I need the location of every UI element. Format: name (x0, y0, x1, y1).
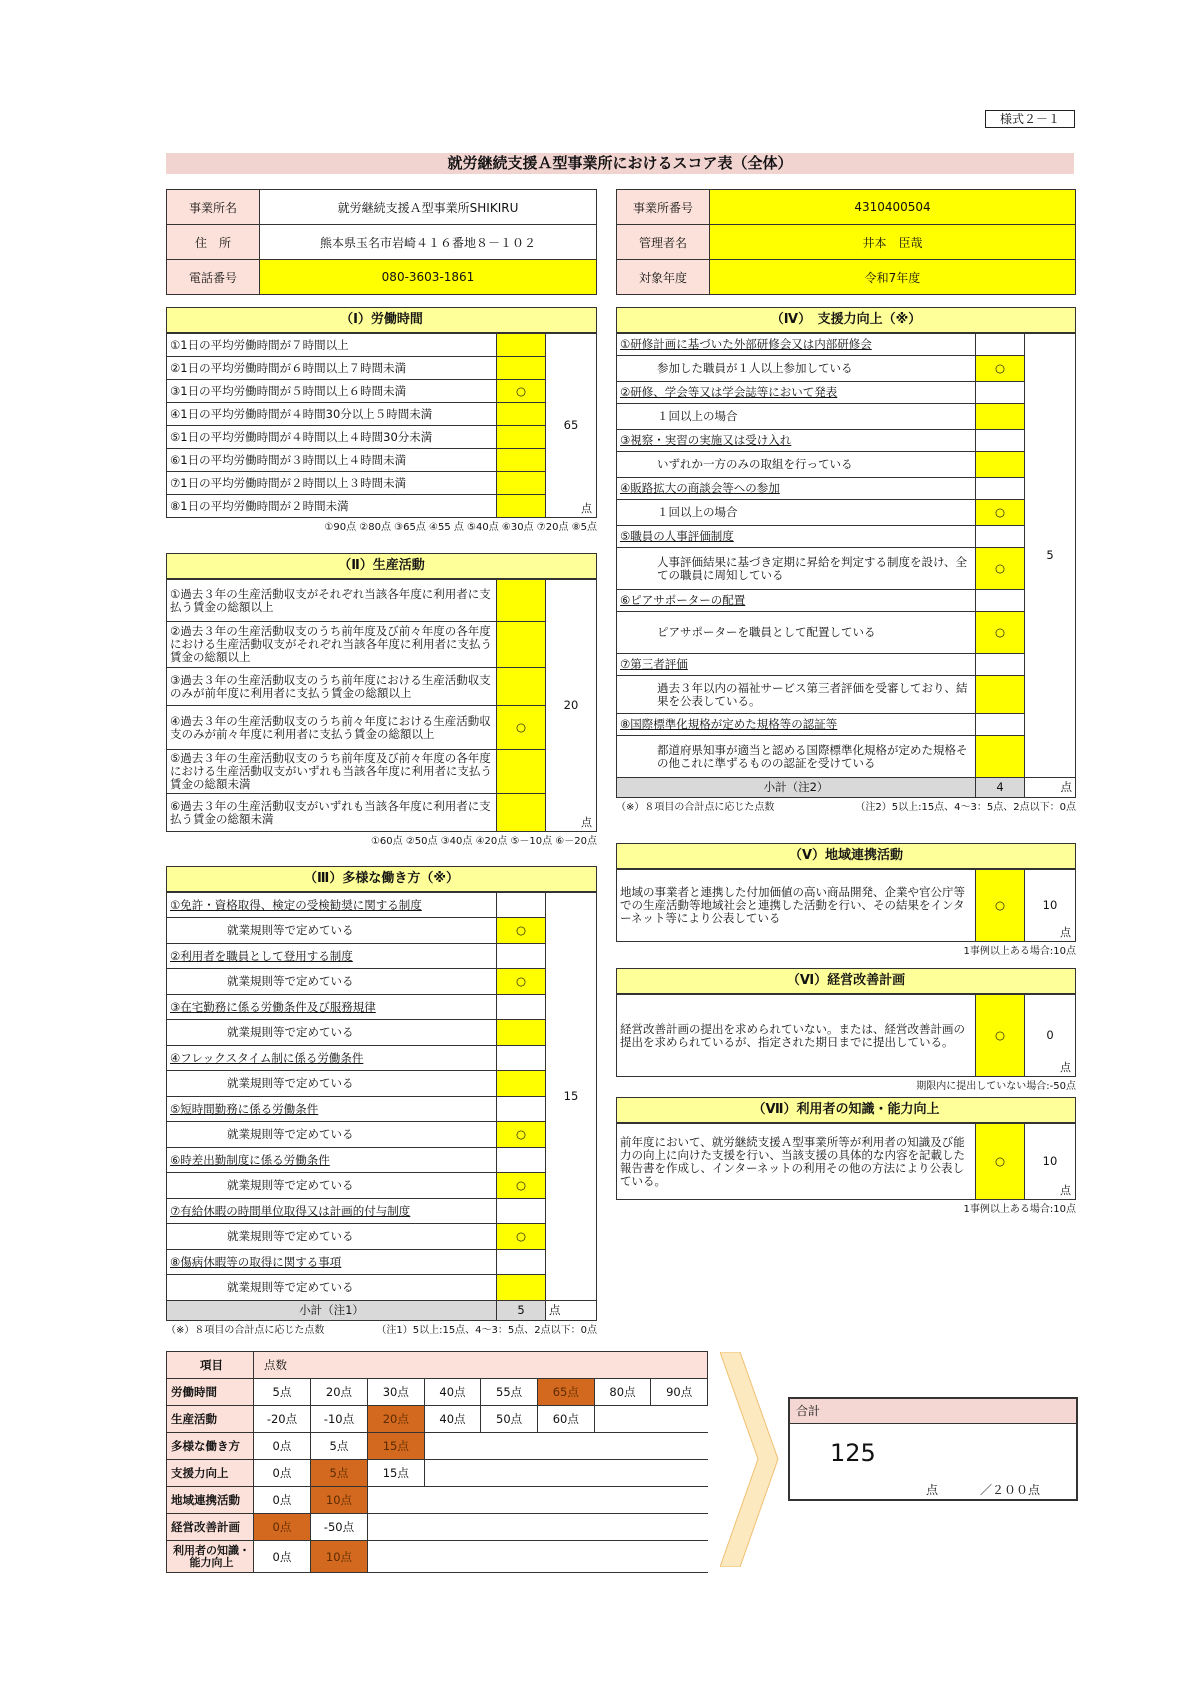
criteria-text: ①1日の平均労働時間が７時間以上 (167, 334, 497, 357)
criteria-row (167, 1173, 597, 1199)
summary-head-item: 項目 (167, 1352, 254, 1379)
summary-row-label: 労働時間 (167, 1379, 254, 1406)
score-unit: 点 (1060, 926, 1071, 939)
subtotal-row (617, 778, 1076, 798)
page-title: 就労継続支援Ａ型事業所におけるスコア表（全体） (166, 153, 1074, 174)
check-cell (497, 403, 546, 426)
blank-cell (497, 1250, 546, 1275)
info-value: 4310400504 (710, 190, 1076, 225)
criteria-row (167, 1020, 597, 1046)
criteria-row (617, 676, 1076, 714)
criteria-row (167, 426, 597, 449)
summary-cell (651, 1514, 708, 1541)
criteria-row (617, 452, 1076, 478)
check-cell: ○ (497, 969, 546, 995)
criteria-head: ⑤短時間勤務に係る労働条件 (167, 1097, 497, 1122)
summary-row-label: 地域連携活動 (167, 1487, 254, 1514)
criteria-text: ②1日の平均労働時間が６時間以上７時間未満 (167, 357, 497, 380)
criteria-row (167, 1224, 597, 1250)
criteria-head-row (167, 1199, 597, 1224)
info-row (167, 190, 597, 225)
check-cell (497, 580, 546, 622)
info-value: 就労継続支援Ａ型事業所SHIKIRU (260, 190, 597, 225)
criteria-row (167, 750, 597, 794)
section-community (616, 843, 1076, 957)
summary-cell (537, 1433, 594, 1460)
criteria-head-row (167, 1097, 597, 1122)
form-id: 様式２－１ (985, 110, 1075, 128)
score-value: 10 (1042, 1154, 1058, 1168)
summary-row (167, 1487, 708, 1514)
section-score (1025, 334, 1076, 778)
check-cell (497, 426, 546, 449)
check-cell (497, 668, 546, 706)
section-score (546, 893, 597, 1301)
blank-cell (976, 590, 1025, 612)
section-note: ①60点 ②50点 ③40点 ④20点 ⑤－10点 ⑥－20点 (370, 836, 597, 847)
section-score (546, 580, 597, 832)
criteria-head: ⑥時差出勤制度に係る労働条件 (167, 1148, 497, 1173)
check-cell (497, 334, 546, 357)
criteria-row (167, 918, 597, 944)
summary-head-row (167, 1352, 708, 1379)
criteria-head: ⑦第三者評価 (617, 654, 976, 676)
criteria-head: ①研修計画に基づいた外部研修会又は内部研修会 (617, 334, 976, 356)
subtotal-row (167, 1301, 597, 1321)
criteria-head-row (167, 893, 597, 918)
blank-cell (497, 1097, 546, 1122)
summary-row-label: 経営改善計画 (167, 1514, 254, 1541)
blank-cell (976, 714, 1025, 736)
subtotal-unit: 点 (1025, 778, 1076, 798)
info-row (617, 190, 1076, 225)
criteria-text: 就業規則等で定めている (167, 969, 497, 995)
summary-row-label: 利用者の知識・能力向上 (167, 1541, 254, 1573)
check-cell (976, 676, 1025, 714)
criteria-text: 就業規則等で定めている (167, 1275, 497, 1301)
criteria-row (617, 500, 1076, 526)
info-value: 080-3603-1861 (260, 260, 597, 295)
blank-cell (976, 334, 1025, 356)
criteria-head: ⑧国際標準化規格が定めた規格等の認証等 (617, 714, 976, 736)
section-diverse-work (166, 866, 597, 1336)
criteria-row (167, 495, 597, 518)
summary-cell (537, 1487, 594, 1514)
info-label: 対象年度 (617, 260, 710, 295)
summary-cell (537, 1541, 594, 1573)
summary-cell: 5点 (310, 1433, 367, 1460)
summary-cell (424, 1433, 481, 1460)
info-label: 電話番号 (167, 260, 260, 295)
total-value: 125 (830, 1439, 876, 1467)
info-row (167, 225, 597, 260)
criteria-head-row (617, 590, 1076, 612)
criteria-head-row (167, 1046, 597, 1071)
info-row (167, 260, 597, 295)
note-left: （※）８項目の合計点に応じた点数 (166, 1325, 325, 1336)
summary-cell: 5点 (253, 1379, 310, 1406)
criteria-text: ①過去３年の生産活動収支がそれぞれ当該各年度に利用者に支払う賃金の総額以上 (167, 580, 497, 622)
check-cell (497, 794, 546, 832)
info-left-table (166, 189, 597, 295)
criteria-text: 就業規則等で定めている (167, 1122, 497, 1148)
section-management (616, 968, 1076, 1092)
summary-row (167, 1514, 708, 1541)
criteria-text: 就業規則等で定めている (167, 1224, 497, 1250)
total-unit: 点 (926, 1483, 939, 1497)
criteria-head-row (167, 944, 597, 969)
section-title: （Ⅵ）経営改善計画 (616, 968, 1076, 994)
section-text: 経営改善計画の提出を求められていない。または、経営改善計画の提出を求められているが、指定された期日までに提出している。 (617, 995, 976, 1077)
criteria-text: いずれか一方のみの取組を行っている (617, 452, 976, 478)
summary-cell: 0点 (253, 1514, 310, 1541)
total-box (788, 1397, 1078, 1501)
check-cell: ○ (976, 548, 1025, 590)
criteria-row (617, 404, 1076, 430)
criteria-row (167, 622, 597, 668)
info-label: 事業所名 (167, 190, 260, 225)
summary-cell: -50点 (310, 1514, 367, 1541)
check-mark: ○ (976, 995, 1025, 1077)
score-value: 15 (563, 1089, 579, 1103)
criteria-text: 就業規則等で定めている (167, 1071, 497, 1097)
blank-cell (976, 654, 1025, 676)
section-title: （Ⅱ）生産活動 (166, 553, 597, 579)
criteria-row (167, 357, 597, 380)
blank-cell (976, 478, 1025, 500)
summary-cell: 20点 (367, 1406, 424, 1433)
subtotal-label: 小計（注1） (167, 1301, 497, 1321)
criteria-text: 就業規則等で定めている (167, 1020, 497, 1046)
blank-cell (497, 1046, 546, 1071)
criteria-text: 就業規則等で定めている (167, 918, 497, 944)
criteria-row (167, 580, 597, 622)
criteria-text: 過去３年以内の福祉サービス第三者評価を受審しており、結果を公表している。 (617, 676, 976, 714)
criteria-head: ②研修、学会等又は学会誌等において発表 (617, 382, 976, 404)
check-cell (976, 736, 1025, 778)
check-cell: ○ (497, 1173, 546, 1199)
check-cell: ○ (497, 706, 546, 750)
criteria-row (167, 403, 597, 426)
criteria-row (167, 380, 597, 403)
score-value: 65 (563, 418, 579, 432)
criteria-text: １回以上の場合 (617, 404, 976, 430)
summary-cell: 90点 (651, 1379, 708, 1406)
blank-cell (497, 1199, 546, 1224)
criteria-head: ⑥ピアサポーターの配置 (617, 590, 976, 612)
criteria-text: ⑤1日の平均労働時間が４時間以上４時間30分未満 (167, 426, 497, 449)
check-cell: ○ (976, 356, 1025, 382)
summary-cell (594, 1487, 651, 1514)
summary-cell (594, 1433, 651, 1460)
criteria-text: ⑦1日の平均労働時間が２時間以上３時間未満 (167, 472, 497, 495)
score-value: 10 (1042, 898, 1058, 912)
check-cell (976, 452, 1025, 478)
criteria-text: １回以上の場合 (617, 500, 976, 526)
blank-cell (976, 430, 1025, 452)
criteria-head-row (167, 1148, 597, 1173)
summary-cell (594, 1406, 651, 1433)
criteria-row (167, 794, 597, 832)
subtotal-value: 4 (976, 778, 1025, 798)
criteria-head: ⑤職員の人事評価制度 (617, 526, 976, 548)
summary-table (166, 1351, 708, 1573)
criteria-row (167, 334, 597, 357)
summary-cell (367, 1514, 424, 1541)
summary-row (167, 1541, 708, 1573)
blank-cell (497, 1148, 546, 1173)
summary-cell (424, 1487, 481, 1514)
check-cell (976, 404, 1025, 430)
check-cell (497, 622, 546, 668)
summary-cell (537, 1514, 594, 1541)
section-support (616, 307, 1076, 813)
summary-cell (367, 1541, 424, 1573)
summary-cell: 15点 (367, 1460, 424, 1487)
check-cell (497, 1275, 546, 1301)
note-left: （※）８項目の合計点に応じた点数 (616, 802, 775, 813)
summary-row (167, 1406, 708, 1433)
criteria-row (167, 1071, 597, 1097)
section-title: （Ⅶ）利用者の知識・能力向上 (616, 1097, 1076, 1123)
criteria-head-row (617, 526, 1076, 548)
criteria-row (167, 969, 597, 995)
check-cell: ○ (976, 500, 1025, 526)
section-title: （Ⅳ） 支援力向上（※） (616, 307, 1076, 333)
summary-cell (481, 1514, 538, 1541)
check-cell (497, 1020, 546, 1046)
criteria-head: ④販路拡大の商談会等への参加 (617, 478, 976, 500)
criteria-head-row (167, 995, 597, 1020)
criteria-head: ③視察・実習の実施又は受け入れ (617, 430, 976, 452)
section-note: 期限内に提出していない場合:-50点 (916, 1081, 1076, 1092)
check-cell: ○ (976, 612, 1025, 654)
summary-cell (481, 1433, 538, 1460)
info-label: 管理者名 (617, 225, 710, 260)
note-right: （注1）5以上:15点、4～3：5点、2点以下：0点 (376, 1325, 597, 1336)
summary-cell (651, 1487, 708, 1514)
total-label: 合計 (790, 1399, 1076, 1424)
summary-cell (424, 1460, 481, 1487)
summary-cell: -20点 (253, 1406, 310, 1433)
summary-cell (594, 1514, 651, 1541)
criteria-row (167, 706, 597, 750)
info-label: 事業所番号 (617, 190, 710, 225)
criteria-head: ②利用者を職員として登用する制度 (167, 944, 497, 969)
summary-cell (537, 1460, 594, 1487)
section-title: （Ⅴ）地域連携活動 (616, 843, 1076, 869)
summary-cell (481, 1460, 538, 1487)
criteria-row (617, 356, 1076, 382)
section-title: （Ⅲ）多様な働き方（※） (166, 866, 597, 892)
score-unit: 点 (581, 816, 592, 829)
summary-row-label: 生産活動 (167, 1406, 254, 1433)
score-value: 0 (1046, 1028, 1054, 1042)
criteria-text: 就業規則等で定めている (167, 1173, 497, 1199)
summary-head-points: 点数 (253, 1352, 707, 1379)
criteria-head-row (617, 478, 1076, 500)
summary-cell: 15点 (367, 1433, 424, 1460)
total-max: ／２００点 (980, 1483, 1041, 1497)
criteria-text: ⑤過去３年の生産活動収支のうち前年度及び前々年度の各年度における生産活動収支がいずれも当該各年度に利用者に支払う賃金の総額未満 (167, 750, 497, 794)
summary-cell (481, 1487, 538, 1514)
summary-cell: 55点 (481, 1379, 538, 1406)
criteria-head-row (617, 654, 1076, 676)
criteria-text: ②過去３年の生産活動収支のうち前年度及び前々年度の各年度における生産活動収支がそれぞれ当該各年度に利用者に支払う賃金の総額以上 (167, 622, 497, 668)
summary-cell: 0点 (253, 1433, 310, 1460)
criteria-head: ⑦有給休暇の時間単位取得又は計画的付与制度 (167, 1199, 497, 1224)
section-title: （Ⅰ）労働時間 (166, 307, 597, 333)
criteria-row (167, 449, 597, 472)
summary-row-label: 多様な働き方 (167, 1433, 254, 1460)
summary-cell (424, 1541, 481, 1573)
summary-cell (481, 1541, 538, 1573)
check-cell (497, 750, 546, 794)
section-text: 地域の事業者と連携した付加価値の高い商品開発、企業や官公庁等での生産活動等地域社会と連携した活動を行い、その結果をインターネット等により公表している (617, 870, 976, 942)
summary-cell: 40点 (424, 1379, 481, 1406)
criteria-head-row (617, 382, 1076, 404)
summary-cell: 10点 (310, 1487, 367, 1514)
blank-cell (497, 944, 546, 969)
summary-cell (651, 1433, 708, 1460)
check-cell: ○ (497, 918, 546, 944)
blank-cell (497, 893, 546, 918)
summary-cell: 0点 (253, 1487, 310, 1514)
summary-cell (424, 1514, 481, 1541)
summary-cell: 5点 (310, 1460, 367, 1487)
check-cell: ○ (497, 1224, 546, 1250)
check-cell: ○ (497, 380, 546, 403)
summary-cell: 65点 (537, 1379, 594, 1406)
summary-cell (651, 1541, 708, 1573)
section-production (166, 553, 597, 847)
criteria-text: ③1日の平均労働時間が５時間以上６時間未満 (167, 380, 497, 403)
criteria-row (167, 1122, 597, 1148)
check-cell (497, 1071, 546, 1097)
section-score (1025, 1124, 1076, 1200)
criteria-row (167, 668, 597, 706)
info-row (617, 225, 1076, 260)
summary-cell: 0点 (253, 1541, 310, 1573)
check-mark: ○ (976, 870, 1025, 942)
summary-cell (594, 1460, 651, 1487)
info-right-table (616, 189, 1076, 295)
section-note: ①90点 ②80点 ③65点 ④55 点 ⑤40点 ⑥30点 ⑦20点 ⑧5点 (324, 522, 597, 533)
summary-cell: 40点 (424, 1406, 481, 1433)
criteria-row (167, 1275, 597, 1301)
section-text: 前年度において、就労継続支援Ａ型事業所等が利用者の知識及び能力の向上に向けた支援を行い、当該支援の具体的な内容を記載した報告書を作成し、インターネットの利用その他の方法により公表している。 (617, 1124, 976, 1200)
criteria-text: 都道府県知事が適当と認める国際標準化規格が定めた規格その他これに準ずるものの認証を受けている (617, 736, 976, 778)
score-unit: 点 (581, 502, 592, 515)
subtotal-unit: 点 (546, 1301, 597, 1321)
summary-cell: 60点 (537, 1406, 594, 1433)
summary-cell: 50点 (481, 1406, 538, 1433)
check-cell (497, 449, 546, 472)
info-value: 井本 臣哉 (710, 225, 1076, 260)
criteria-head-row (617, 430, 1076, 452)
criteria-head: ③在宅勤務に係る労働条件及び服務規律 (167, 995, 497, 1020)
info-value: 熊本県玉名市岩崎４１６番地８－１０２ (260, 225, 597, 260)
criteria-text: ⑥1日の平均労働時間が３時間以上４時間未満 (167, 449, 497, 472)
note-right: （注2）5以上:15点、4～3：5点、2点以下：0点 (855, 802, 1076, 813)
section-note: 1事例以上ある場合:10点 (963, 1204, 1076, 1215)
criteria-row (617, 612, 1076, 654)
section-score (546, 334, 597, 518)
summary-cell: 30点 (367, 1379, 424, 1406)
blank-cell (497, 995, 546, 1020)
summary-row (167, 1460, 708, 1487)
criteria-head: ④フレックスタイム制に係る労働条件 (167, 1046, 497, 1071)
info-value: 令和7年度 (710, 260, 1076, 295)
criteria-row (617, 736, 1076, 778)
subtotal-value: 5 (497, 1301, 546, 1321)
criteria-head-row (167, 1250, 597, 1275)
criteria-text: ③過去３年の生産活動収支のうち前年度における生産活動収支のみが前年度に利用者に支払う賃金の総額以上 (167, 668, 497, 706)
criteria-text: ④1日の平均労働時間が４時間30分以上５時間未満 (167, 403, 497, 426)
criteria-head: ⑧傷病休暇等の取得に関する事項 (167, 1250, 497, 1275)
section-knowledge (616, 1097, 1076, 1215)
blank-cell (976, 382, 1025, 404)
criteria-text: ④過去３年の生産活動収支のうち前々年度における生産活動収支のみが前々年度に利用者に支払う賃金の総額以上 (167, 706, 497, 750)
check-cell (497, 495, 546, 518)
blank-cell (976, 526, 1025, 548)
section-labor-hours (166, 307, 597, 533)
criteria-text: 人事評価結果に基づき定期に昇給を判定する制度を設け、全ての職員に周知している (617, 548, 976, 590)
criteria-text: ⑥過去３年の生産活動収支がいずれも当該各年度に利用者に支払う賃金の総額未満 (167, 794, 497, 832)
summary-cell: -10点 (310, 1406, 367, 1433)
section-score (1025, 870, 1076, 942)
score-value: 20 (563, 698, 579, 712)
check-mark: ○ (976, 1124, 1025, 1200)
check-cell (497, 472, 546, 495)
section-note: 1事例以上ある場合:10点 (963, 946, 1076, 957)
criteria-row (167, 472, 597, 495)
summary-row-label: 支援力向上 (167, 1460, 254, 1487)
summary-cell: 20点 (310, 1379, 367, 1406)
summary-cell (594, 1541, 651, 1573)
criteria-text: ⑧1日の平均労働時間が２時間未満 (167, 495, 497, 518)
score-unit: 点 (1060, 1061, 1071, 1074)
score-value: 5 (1046, 548, 1054, 562)
section-score (1025, 995, 1076, 1077)
criteria-head: ①免許・資格取得、検定の受検勧奨に関する制度 (167, 893, 497, 918)
criteria-text: ピアサポーターを職員として配置している (617, 612, 976, 654)
summary-row (167, 1433, 708, 1460)
summary-cell (367, 1487, 424, 1514)
criteria-head-row (617, 334, 1076, 356)
criteria-row (617, 548, 1076, 590)
info-row (617, 260, 1076, 295)
arrow-right-icon (720, 1352, 780, 1567)
score-unit: 点 (1060, 1184, 1071, 1197)
info-label: 住 所 (167, 225, 260, 260)
summary-row (167, 1379, 708, 1406)
check-cell: ○ (497, 1122, 546, 1148)
summary-cell (651, 1460, 708, 1487)
summary-cell: 10点 (310, 1541, 367, 1573)
criteria-text: 参加した職員が１人以上参加している (617, 356, 976, 382)
criteria-head-row (617, 714, 1076, 736)
summary-cell (651, 1406, 708, 1433)
subtotal-label: 小計（注2） (617, 778, 976, 798)
summary-cell: 0点 (253, 1460, 310, 1487)
summary-cell: 80点 (594, 1379, 651, 1406)
check-cell (497, 357, 546, 380)
